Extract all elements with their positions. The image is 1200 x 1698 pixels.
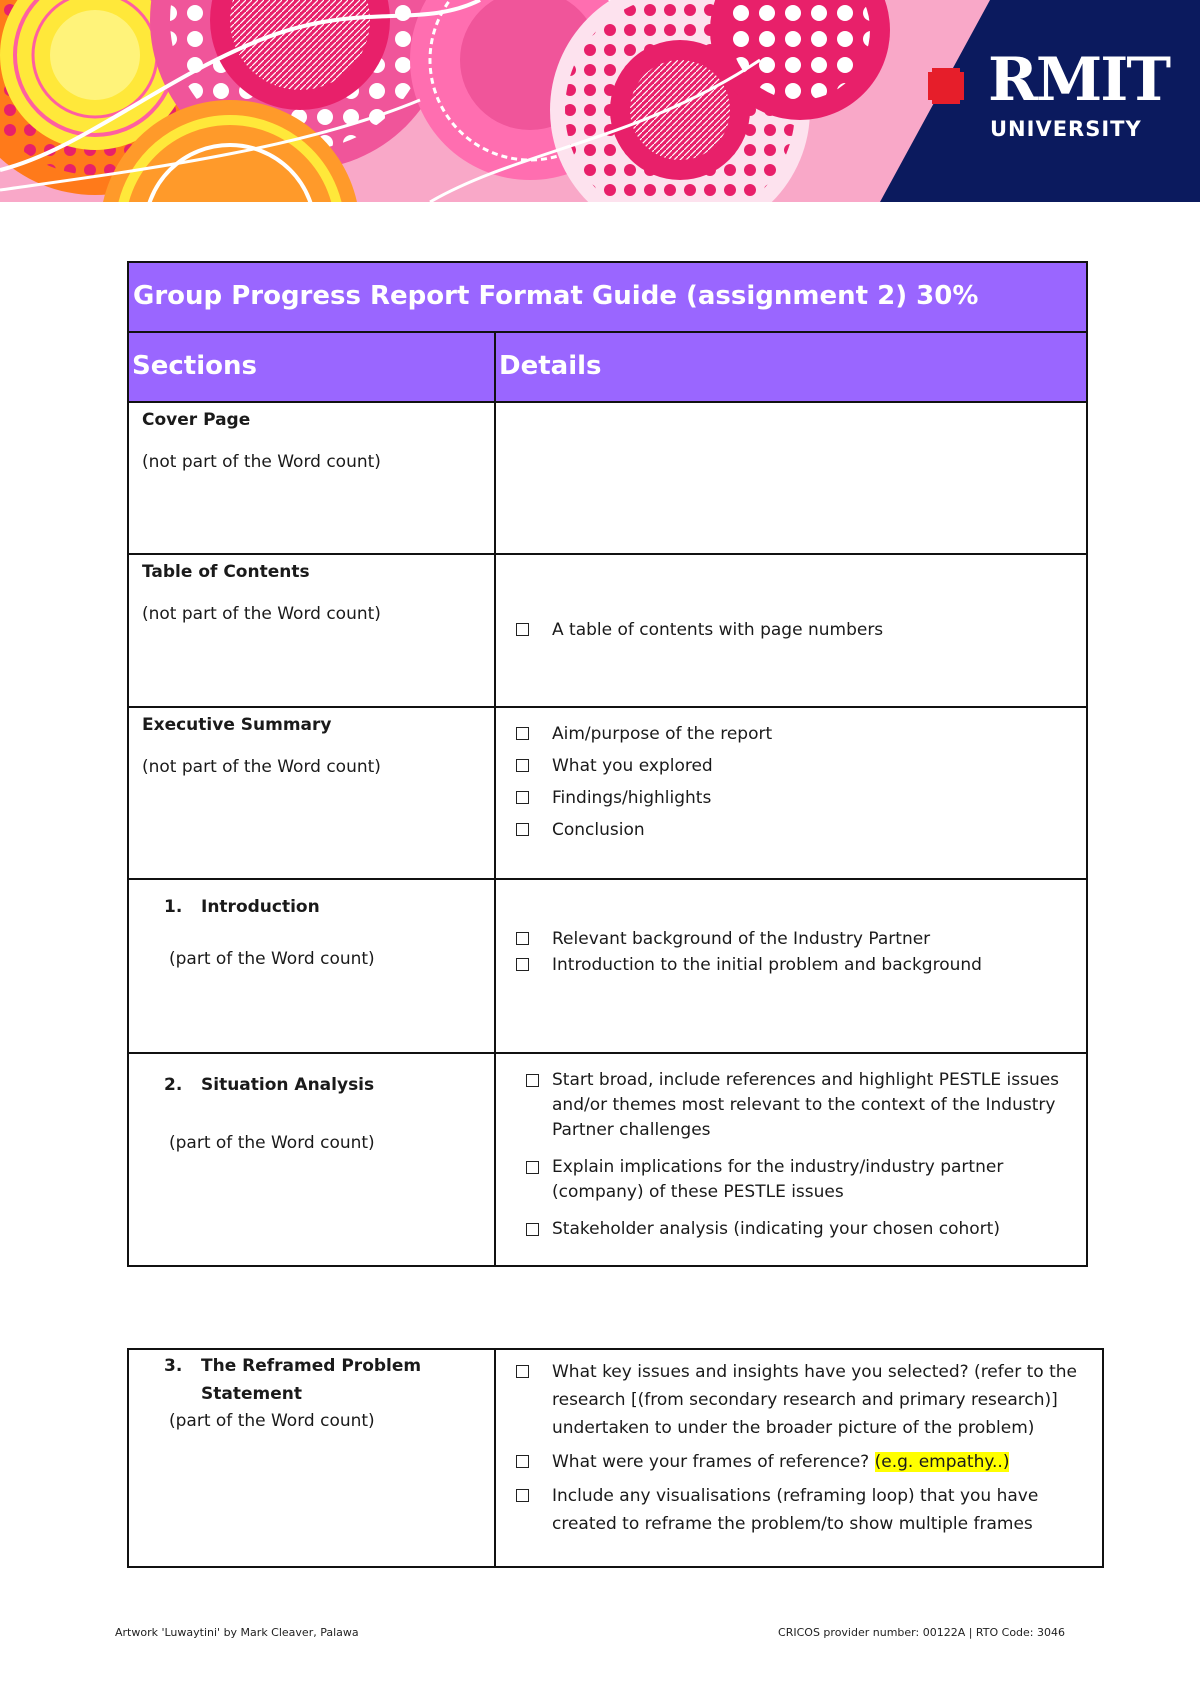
checklist xyxy=(526,1068,1074,1242)
checklist-item-label: Include any visualisations (reframing loop) that you have created to reframe the problem/to show multiple frames xyxy=(552,1486,1039,1534)
logo-subtitle: UNIVERSITY xyxy=(990,117,1142,141)
section-cell xyxy=(128,707,495,879)
checkbox[interactable] xyxy=(526,1161,539,1174)
row-table-of-contents xyxy=(128,554,1087,707)
checkbox[interactable] xyxy=(516,1489,529,1502)
checkbox[interactable] xyxy=(526,1074,539,1087)
row-cover-page xyxy=(128,402,1087,554)
logo-title: RMIT xyxy=(988,45,1169,115)
rmit-logo xyxy=(924,45,1169,156)
row-situation-analysis xyxy=(128,1053,1087,1266)
checkbox[interactable] xyxy=(516,791,529,804)
checklist-item xyxy=(526,1217,1074,1242)
checklist-item-label: Conclusion xyxy=(552,820,645,840)
section-heading xyxy=(142,1074,484,1096)
section-note: (part of the Word count) xyxy=(169,949,375,969)
checklist-item-label: Relevant background of the Industry Partner xyxy=(552,929,931,949)
checkbox[interactable] xyxy=(516,1455,529,1468)
checklist-item-label: Aim/purpose of the report xyxy=(552,724,773,744)
header-banner xyxy=(0,0,1200,202)
checkbox[interactable] xyxy=(516,958,529,971)
checklist-item xyxy=(526,1155,1074,1205)
section-cell xyxy=(128,554,495,707)
checklist-item-label: A table of contents with page numbers xyxy=(552,620,884,640)
row-executive-summary xyxy=(128,707,1087,879)
section-number: 3. xyxy=(164,1356,183,1376)
details-cell xyxy=(495,879,1087,1053)
checklist xyxy=(516,1358,1090,1538)
section-number: 2. xyxy=(164,1075,183,1095)
checklist-item-label: Explain implications for the industry/industry partner (company) of these PESTLE issues xyxy=(552,1157,1004,1202)
section-name-line1: The Reframed Problem xyxy=(201,1356,422,1376)
checklist-item xyxy=(516,1448,1090,1476)
checklist-item xyxy=(516,1358,1090,1442)
checklist-item xyxy=(516,750,1074,782)
section-cell xyxy=(128,879,495,1053)
section-cell xyxy=(128,402,495,554)
checklist xyxy=(516,617,1074,643)
checklist-item-label: Introduction to the initial problem and background xyxy=(552,955,982,975)
highlighted-example: (e.g. empathy..) xyxy=(874,1452,1010,1472)
section-note: (not part of the Word count) xyxy=(142,452,381,472)
section-name: Cover Page xyxy=(142,410,251,430)
section-name xyxy=(201,1352,421,1408)
pixel-logo-icon xyxy=(924,64,968,108)
checklist-item-label: Stakeholder analysis (indicating your chosen cohort) xyxy=(552,1219,1000,1239)
section-name: Executive Summary xyxy=(142,715,332,735)
details-cell xyxy=(495,1053,1087,1266)
section-name: Situation Analysis xyxy=(201,1075,375,1095)
format-guide-table xyxy=(127,261,1088,1267)
col-header-sections: Sections xyxy=(128,332,495,402)
checklist xyxy=(516,718,1074,846)
details-cell xyxy=(495,707,1087,879)
details-cell xyxy=(495,402,1087,554)
section-heading xyxy=(142,1352,484,1408)
checkbox[interactable] xyxy=(516,823,529,836)
col-header-details: Details xyxy=(495,332,1087,402)
title-row xyxy=(128,262,1087,332)
section-name: Table of Contents xyxy=(142,562,310,582)
checklist-item xyxy=(516,782,1074,814)
section-note: (not part of the Word count) xyxy=(142,604,381,624)
details-cell xyxy=(495,554,1087,707)
column-header-row xyxy=(128,332,1087,402)
section-cell xyxy=(128,1053,495,1266)
checklist-item xyxy=(516,952,1074,978)
checkbox[interactable] xyxy=(516,623,529,636)
section-note: (not part of the Word count) xyxy=(142,757,381,777)
format-guide-table-continued xyxy=(127,1348,1104,1568)
checkbox[interactable] xyxy=(516,727,529,740)
checklist-item-label: What you explored xyxy=(552,756,713,776)
footer-cricos: CRICOS provider number: 00122A | RTO Code: 3046 xyxy=(778,1626,1065,1639)
checklist-item-label: Findings/highlights xyxy=(552,788,712,808)
checklist-item xyxy=(516,718,1074,750)
section-number: 1. xyxy=(164,897,183,917)
checkbox[interactable] xyxy=(516,932,529,945)
footer-artwork-credit: Artwork 'Luwaytini' by Mark Cleaver, Palawa xyxy=(115,1626,359,1639)
checkbox[interactable] xyxy=(516,1365,529,1378)
checklist-item-label: What key issues and insights have you selected? (refer to the research [(from secondary research and primary research)] undertaken to under the broader picture of the problem) xyxy=(552,1362,1077,1438)
section-cell xyxy=(128,1349,495,1567)
checklist-item-label: Start broad, include references and highlight PESTLE issues and/or themes most relevant to the context of the Industry Partner challenges xyxy=(552,1070,1060,1140)
checklist xyxy=(516,926,1074,978)
checklist-item xyxy=(526,1068,1074,1143)
details-cell xyxy=(495,1349,1103,1567)
table-title: Group Progress Report Format Guide (assignment 2) 30% xyxy=(128,262,1087,332)
checklist-item xyxy=(516,926,1074,952)
section-heading xyxy=(142,896,484,918)
checklist-item xyxy=(516,814,1074,846)
checklist-item xyxy=(516,1482,1090,1538)
section-note: (part of the Word count) xyxy=(169,1133,375,1153)
section-name: Introduction xyxy=(201,897,320,917)
checklist-item xyxy=(516,617,1074,643)
section-name-line2: Statement xyxy=(201,1384,302,1404)
section-note: (part of the Word count) xyxy=(169,1411,375,1431)
checkbox[interactable] xyxy=(516,759,529,772)
row-reframed-problem xyxy=(128,1349,1103,1567)
checklist-item-label: What were your frames of reference? xyxy=(552,1452,875,1472)
checkbox[interactable] xyxy=(526,1223,539,1236)
row-introduction xyxy=(128,879,1087,1053)
